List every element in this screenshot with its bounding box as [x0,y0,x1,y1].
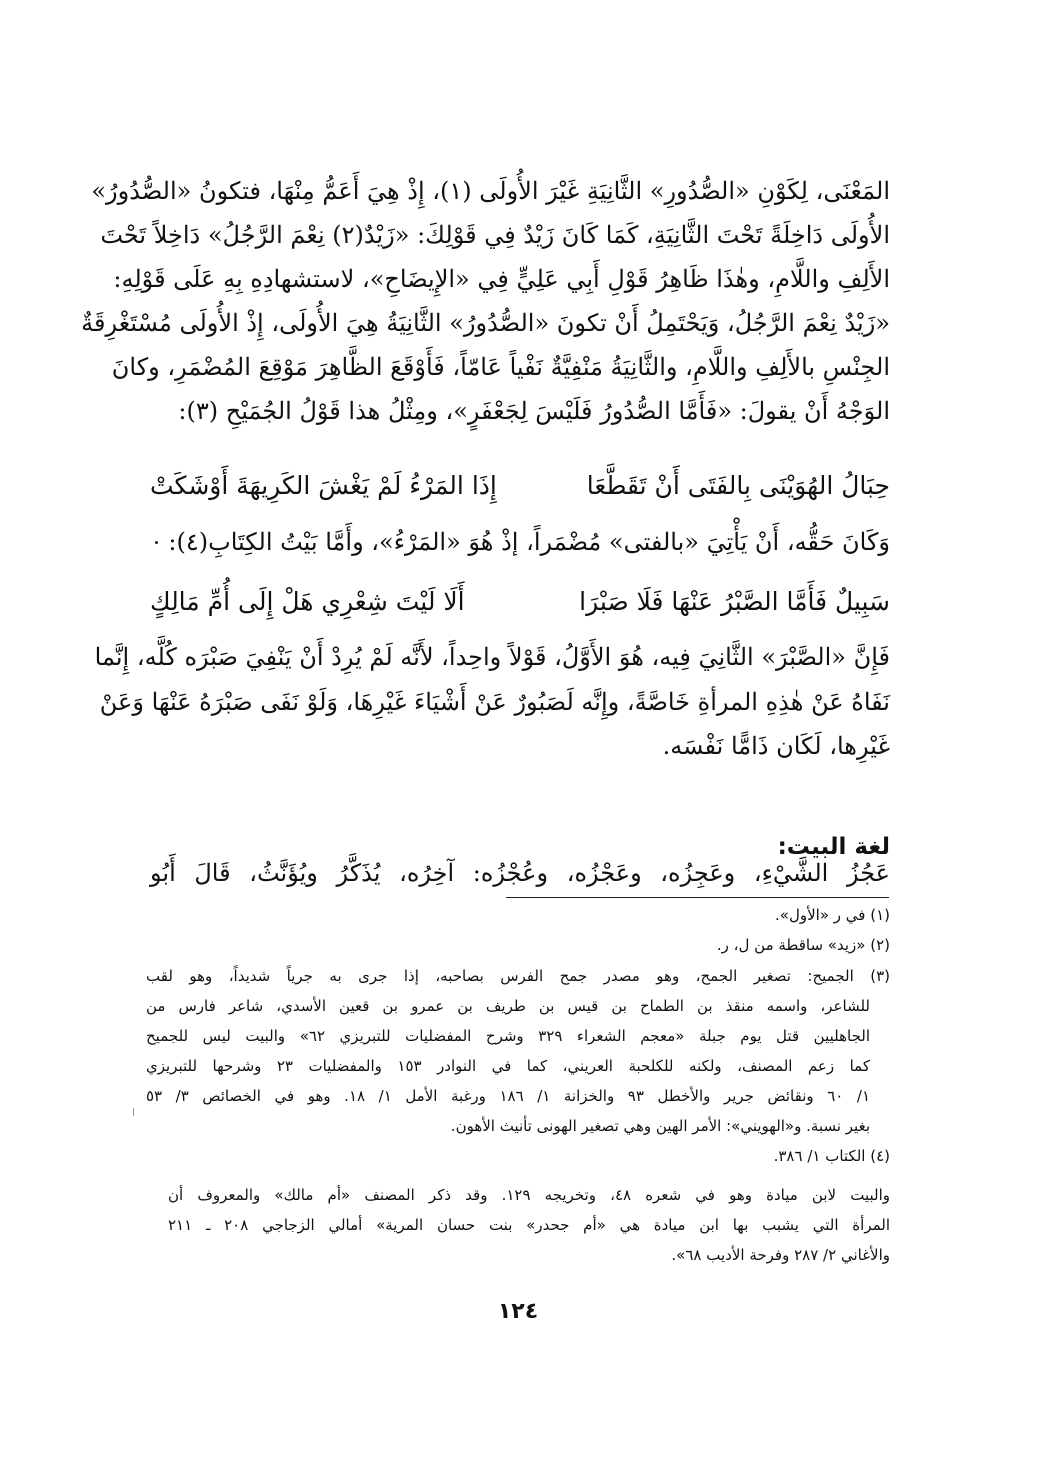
body2-line-3: غَيْرِها، لَكَان ذَامًّا نَفْسَه. [662,732,890,760]
body2-line-1: فَإِنَّ «الصَّبْرَ» الثَّانِيَ فِيه، هُوَ الأَوَّلُ، قَوْلاً واحِداً، لأَنَّه لَمْ يُرِدْ أَنْ يَنْفِيَ صَبْرَه كُلَّه، إِنَّما [94,643,890,671]
footnote-4-cont-line-1: والبيت لابن ميادة وهو في شعره ٤٨، وتخريجه ١٢٩. وقد ذكر المصنف «أم مالك» والمعروف أن [168,1186,890,1204]
middle-line: وَكَانَ حَقُّه، أَنْ يَأْتِيَ «بالفتى» مُضْمَراً، إذْ هُوَ «المَرْءُ»، وأَمَّا بَيْتُ الكِتَابِ(٤): [168,528,890,556]
verse-2-first-hemistich: أَلَا لَيْتَ شِعْرِي هَلْ إِلَى أُمِّ مَالِكٍ [150,587,465,616]
footnote-2: (٢) «زيد» ساقطة من ل، ر. [716,936,890,954]
footnote-4: (٤) الكتاب ١/ ٣٨٦. [773,1147,890,1165]
footnote-3-line-5: ١/ ٦٠ ونقائض جرير والأخطل ٩٣ والخزانة ١/ ١٨٦ ورغبة الأمل ١/ ١٨. وهو في الخصائص ٣/ ٥٣ [146,1087,870,1105]
footnote-3-line-3: الجاهليين قتل يوم جبلة «معجم الشعراء ٣٢٩ وشرح المفضليات للتبريزي ٦٢» والبيت ليس للجميح [146,1027,870,1045]
body-line-5: الجِنْسِ بالأَلِفِ واللَّامِ، والثَّانِيَةُ مَنْفِيَّةٌ نَفْياً عَامّاً، فَأَوْقَعَ الظَّاهِرَ مَوْقِعَ المُضْمَرِ، وكانَ [111,353,890,381]
footnote-3-line-6: بغير نسبة. و«الهويني»: الأمر الهين وهي تصغير الهونى تأنيث الأهون. [450,1117,870,1135]
lugha-line: عَجُزُ الشَّيْءِ، وعَجِزُه، وعَجْزُه، وعُجْزُه: آخِرُه، يُذَكَّرُ ويُؤَنَّثُ، قَالَ أَبُو [150,859,890,887]
body2-line-2: نَفَاهُ عَنْ هٰذِهِ المرأةِ خَاصَّةً، وإِنَّه لَصَبُورٌ عَنْ أَشْيَاءَ غَيْرِهَا، وَلَوْ نَفَى صَبْرَهُ عَنْهَا وَعَنْ [99,688,890,716]
stray-mark [155,541,158,544]
footnote-4-cont-line-3: والأغاني ٢/ ٢٨٧ وفرحة الأديب ٦٨». [671,1246,890,1264]
verse-2-second-hemistich: سَبِيلٌ فَأَمَّا الصَّبْرُ عَنْهَا فَلَا صَبْرَا [579,587,890,616]
footnote-1: (١) في ر «الأول». [775,906,890,924]
footnote-4-cont-line-2: المرأة التي يشبب بها ابن ميادة هي «أم جحدر» بنت حسان المرية» أمالي الزجاجي ٢٠٨ ـ ٢١١ [168,1216,891,1234]
body-line-4: «زَيْدٌ نِعْمَ الرَّجُلُ، وَيَحْتَمِلُ أَنْ تكونَ «الصُّدُورُ» الثَّانِيَةُ هِيَ الأُولَى، إِذْ الأُولَى مُسْتَغْرِقَةٌ [81,309,890,337]
footnote-3-line-4: كما زعم المصنف، ولكنه للكلحبة العريني، كما في النوادر ١٥٣ والمفضليات ٢٣ وشرحها للتبريزي [146,1057,870,1075]
verse-1 [150,462,890,510]
section-heading: لغة البيت: [777,834,890,860]
footnote-3-line-2: للشاعر، واسمه منقذ بن الطماح بن قيس بن طريف بن عمرو بن قعين الأسدي، شاعر فارس من [146,997,870,1015]
body-line-2: الأُولَى دَاخِلَةً تَحْتَ الثَّانِيَةِ، كَمَا كَانَ زَيْدٌ فِي قَوْلِكَ: «زَيْدٌ(٢) نِعْمَ الرَّجُلُ» دَاخِلاً تَحْتَ [100,221,890,249]
page-number: ١٢٤ [497,1299,539,1324]
margin-mark [133,1108,134,1116]
body-line-1: المَعْنَى، لِكَوْنِ «الصُّدُورِ» الثَّانِيَةِ غَيْرَ الأُولَى (١)، إِذْ هِيَ أَعَمُّ مِنْهَا، فتكونُ «الصُّدُورُ» [91,177,890,205]
body-line-6: الوَجْهُ أَنْ يقولَ: «فَأَمَّا الصُّدُورُ فَلَيْسَ لِجَعْفَرٍ»، ومِثْلُ هذا قَوْلُ الجُمَيْحِ (٣): [178,397,890,425]
footnote-3-line-1: (٣) الجميح: تصغير الجمح، وهو مصدر جمح الفرس بصاحبه، إذا جرى به جرياً شديداً، وهو لقب [146,967,890,985]
body-line-3: الأَلِفِ واللَّامِ، وهٰذَا ظَاهِرُ قَوْلِ أَبِي عَلِيٍّ فِي «الإِيضَاحِ»، لاستشهادِهِ بِهِ عَلَى قَوْلِهِ: [113,265,890,293]
verse-1-second-hemistich: حِبَالُ الهُوَيْنَى بِالفَتَى أَنْ تَقَطَّعَا [586,471,890,500]
verse-2 [150,578,890,626]
footnote-separator [506,897,889,898]
verse-1-first-hemistich: إِذَا المَرْءُ لَمْ يَغْشَ الكَرِيهَةَ أَوْشَكَتْ [150,471,497,500]
